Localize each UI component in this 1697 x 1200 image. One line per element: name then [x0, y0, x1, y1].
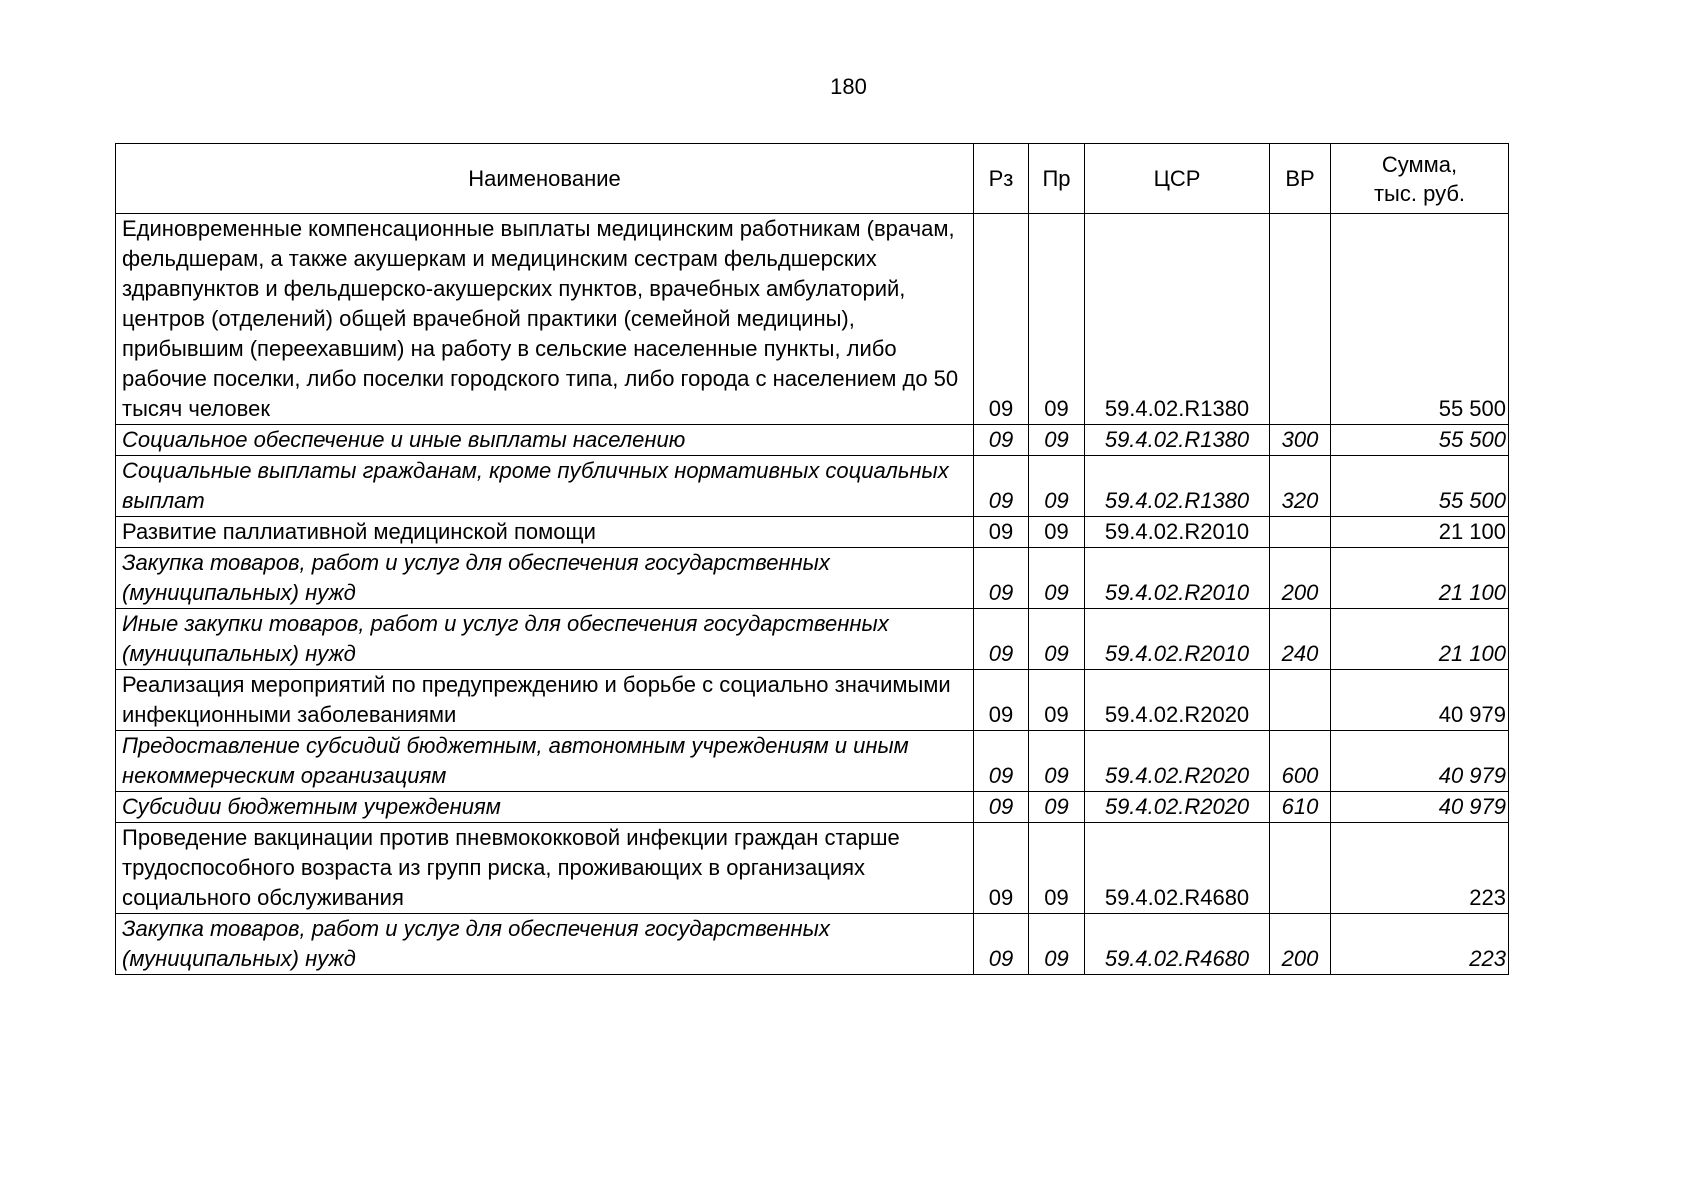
cell-csr: 59.4.02.R2010	[1085, 609, 1270, 670]
table-row	[116, 792, 1509, 823]
budget-table	[115, 143, 1509, 975]
cell-csr: 59.4.02.R2020	[1085, 792, 1270, 823]
cell-rz: 09	[974, 792, 1029, 823]
header-pr: Пр	[1029, 144, 1085, 214]
cell-rz: 09	[974, 609, 1029, 670]
cell-pr: 09	[1029, 670, 1085, 731]
table-row	[116, 670, 1509, 731]
table-row	[116, 456, 1509, 517]
cell-vr: 200	[1270, 548, 1331, 609]
cell-vr: 240	[1270, 609, 1331, 670]
cell-vr: 610	[1270, 792, 1331, 823]
cell-sum: 21 100	[1331, 609, 1509, 670]
cell-pr: 09	[1029, 823, 1085, 914]
cell-rz: 09	[974, 214, 1029, 425]
table-row	[116, 609, 1509, 670]
cell-name: Предоставление субсидий бюджетным, автономным учреждениям и иным некоммерческим организациям	[116, 731, 974, 792]
cell-sum: 40 979	[1331, 670, 1509, 731]
cell-rz: 09	[974, 425, 1029, 456]
cell-csr: 59.4.02.R2020	[1085, 731, 1270, 792]
cell-vr	[1270, 670, 1331, 731]
cell-name: Субсидии бюджетным учреждениям	[116, 792, 974, 823]
cell-rz: 09	[974, 548, 1029, 609]
cell-csr: 59.4.02.R1380	[1085, 425, 1270, 456]
cell-sum: 21 100	[1331, 548, 1509, 609]
cell-vr	[1270, 823, 1331, 914]
cell-vr: 200	[1270, 914, 1331, 975]
table-row	[116, 914, 1509, 975]
cell-vr	[1270, 214, 1331, 425]
cell-rz: 09	[974, 823, 1029, 914]
header-sum	[1331, 144, 1509, 214]
cell-rz: 09	[974, 517, 1029, 548]
header-csr: ЦСР	[1085, 144, 1270, 214]
cell-rz: 09	[974, 456, 1029, 517]
cell-pr: 09	[1029, 792, 1085, 823]
table-row	[116, 823, 1509, 914]
cell-csr: 59.4.02.R2010	[1085, 517, 1270, 548]
header-rz: Рз	[974, 144, 1029, 214]
cell-pr: 09	[1029, 425, 1085, 456]
cell-name: Развитие паллиативной медицинской помощи	[116, 517, 974, 548]
header-name: Наименование	[116, 144, 974, 214]
cell-name: Единовременные компенсационные выплаты медицинским работникам (врачам, фельдшерам, а также акушеркам и медицинским сестрам фельдшерских здравпунктов и фельдшерско-акушерских пунктов, врачебных амбулаторий, центров (отделений) общей врачебной практики (семейной медицины), прибывшим (переехавшим) на работу в сельские населенные пункты, либо рабочие поселки, либо поселки городского типа, либо города с населением до 50 тысяч человек	[116, 214, 974, 425]
cell-vr: 300	[1270, 425, 1331, 456]
cell-rz: 09	[974, 670, 1029, 731]
table-row	[116, 214, 1509, 425]
cell-csr: 59.4.02.R1380	[1085, 456, 1270, 517]
cell-csr: 59.4.02.R1380	[1085, 214, 1270, 425]
cell-pr: 09	[1029, 914, 1085, 975]
header-sum-line1: Сумма,	[1381, 151, 1458, 177]
cell-rz: 09	[974, 914, 1029, 975]
cell-name: Закупка товаров, работ и услуг для обеспечения государственных (муниципальных) нужд	[116, 914, 974, 975]
table-row	[116, 731, 1509, 792]
table-body	[116, 214, 1509, 975]
table-row	[116, 425, 1509, 456]
cell-pr: 09	[1029, 731, 1085, 792]
cell-name: Иные закупки товаров, работ и услуг для обеспечения государственных (муниципальных) нужд	[116, 609, 974, 670]
table-header	[116, 144, 1509, 214]
header-sum-line2: тыс. руб.	[1373, 180, 1466, 206]
cell-csr: 59.4.02.R4680	[1085, 823, 1270, 914]
cell-name: Закупка товаров, работ и услуг для обеспечения государственных (муниципальных) нужд	[116, 548, 974, 609]
cell-pr: 09	[1029, 548, 1085, 609]
cell-sum: 40 979	[1331, 731, 1509, 792]
header-row	[116, 144, 1509, 214]
table-row	[116, 517, 1509, 548]
cell-name: Проведение вакцинации против пневмококковой инфекции граждан старше трудоспособного возраста из групп риска, проживающих в организациях социального обслуживания	[116, 823, 974, 914]
cell-sum: 21 100	[1331, 517, 1509, 548]
cell-pr: 09	[1029, 609, 1085, 670]
cell-sum: 223	[1331, 823, 1509, 914]
cell-rz: 09	[974, 731, 1029, 792]
cell-csr: 59.4.02.R2020	[1085, 670, 1270, 731]
table-row	[116, 548, 1509, 609]
cell-csr: 59.4.02.R4680	[1085, 914, 1270, 975]
cell-name: Реализация мероприятий по предупреждению и борьбе с социально значимыми инфекционными заболеваниями	[116, 670, 974, 731]
cell-pr: 09	[1029, 517, 1085, 548]
cell-sum: 223	[1331, 914, 1509, 975]
cell-sum: 55 500	[1331, 214, 1509, 425]
cell-sum: 55 500	[1331, 425, 1509, 456]
cell-vr	[1270, 517, 1331, 548]
cell-pr: 09	[1029, 456, 1085, 517]
cell-vr: 320	[1270, 456, 1331, 517]
cell-name: Социальные выплаты гражданам, кроме публичных нормативных социальных выплат	[116, 456, 974, 517]
cell-name: Социальное обеспечение и иные выплаты населению	[116, 425, 974, 456]
cell-sum: 40 979	[1331, 792, 1509, 823]
page-number: 180	[830, 74, 867, 99]
cell-csr: 59.4.02.R2010	[1085, 548, 1270, 609]
cell-pr: 09	[1029, 214, 1085, 425]
header-vr: ВР	[1270, 144, 1331, 214]
cell-vr: 600	[1270, 731, 1331, 792]
cell-sum: 55 500	[1331, 456, 1509, 517]
